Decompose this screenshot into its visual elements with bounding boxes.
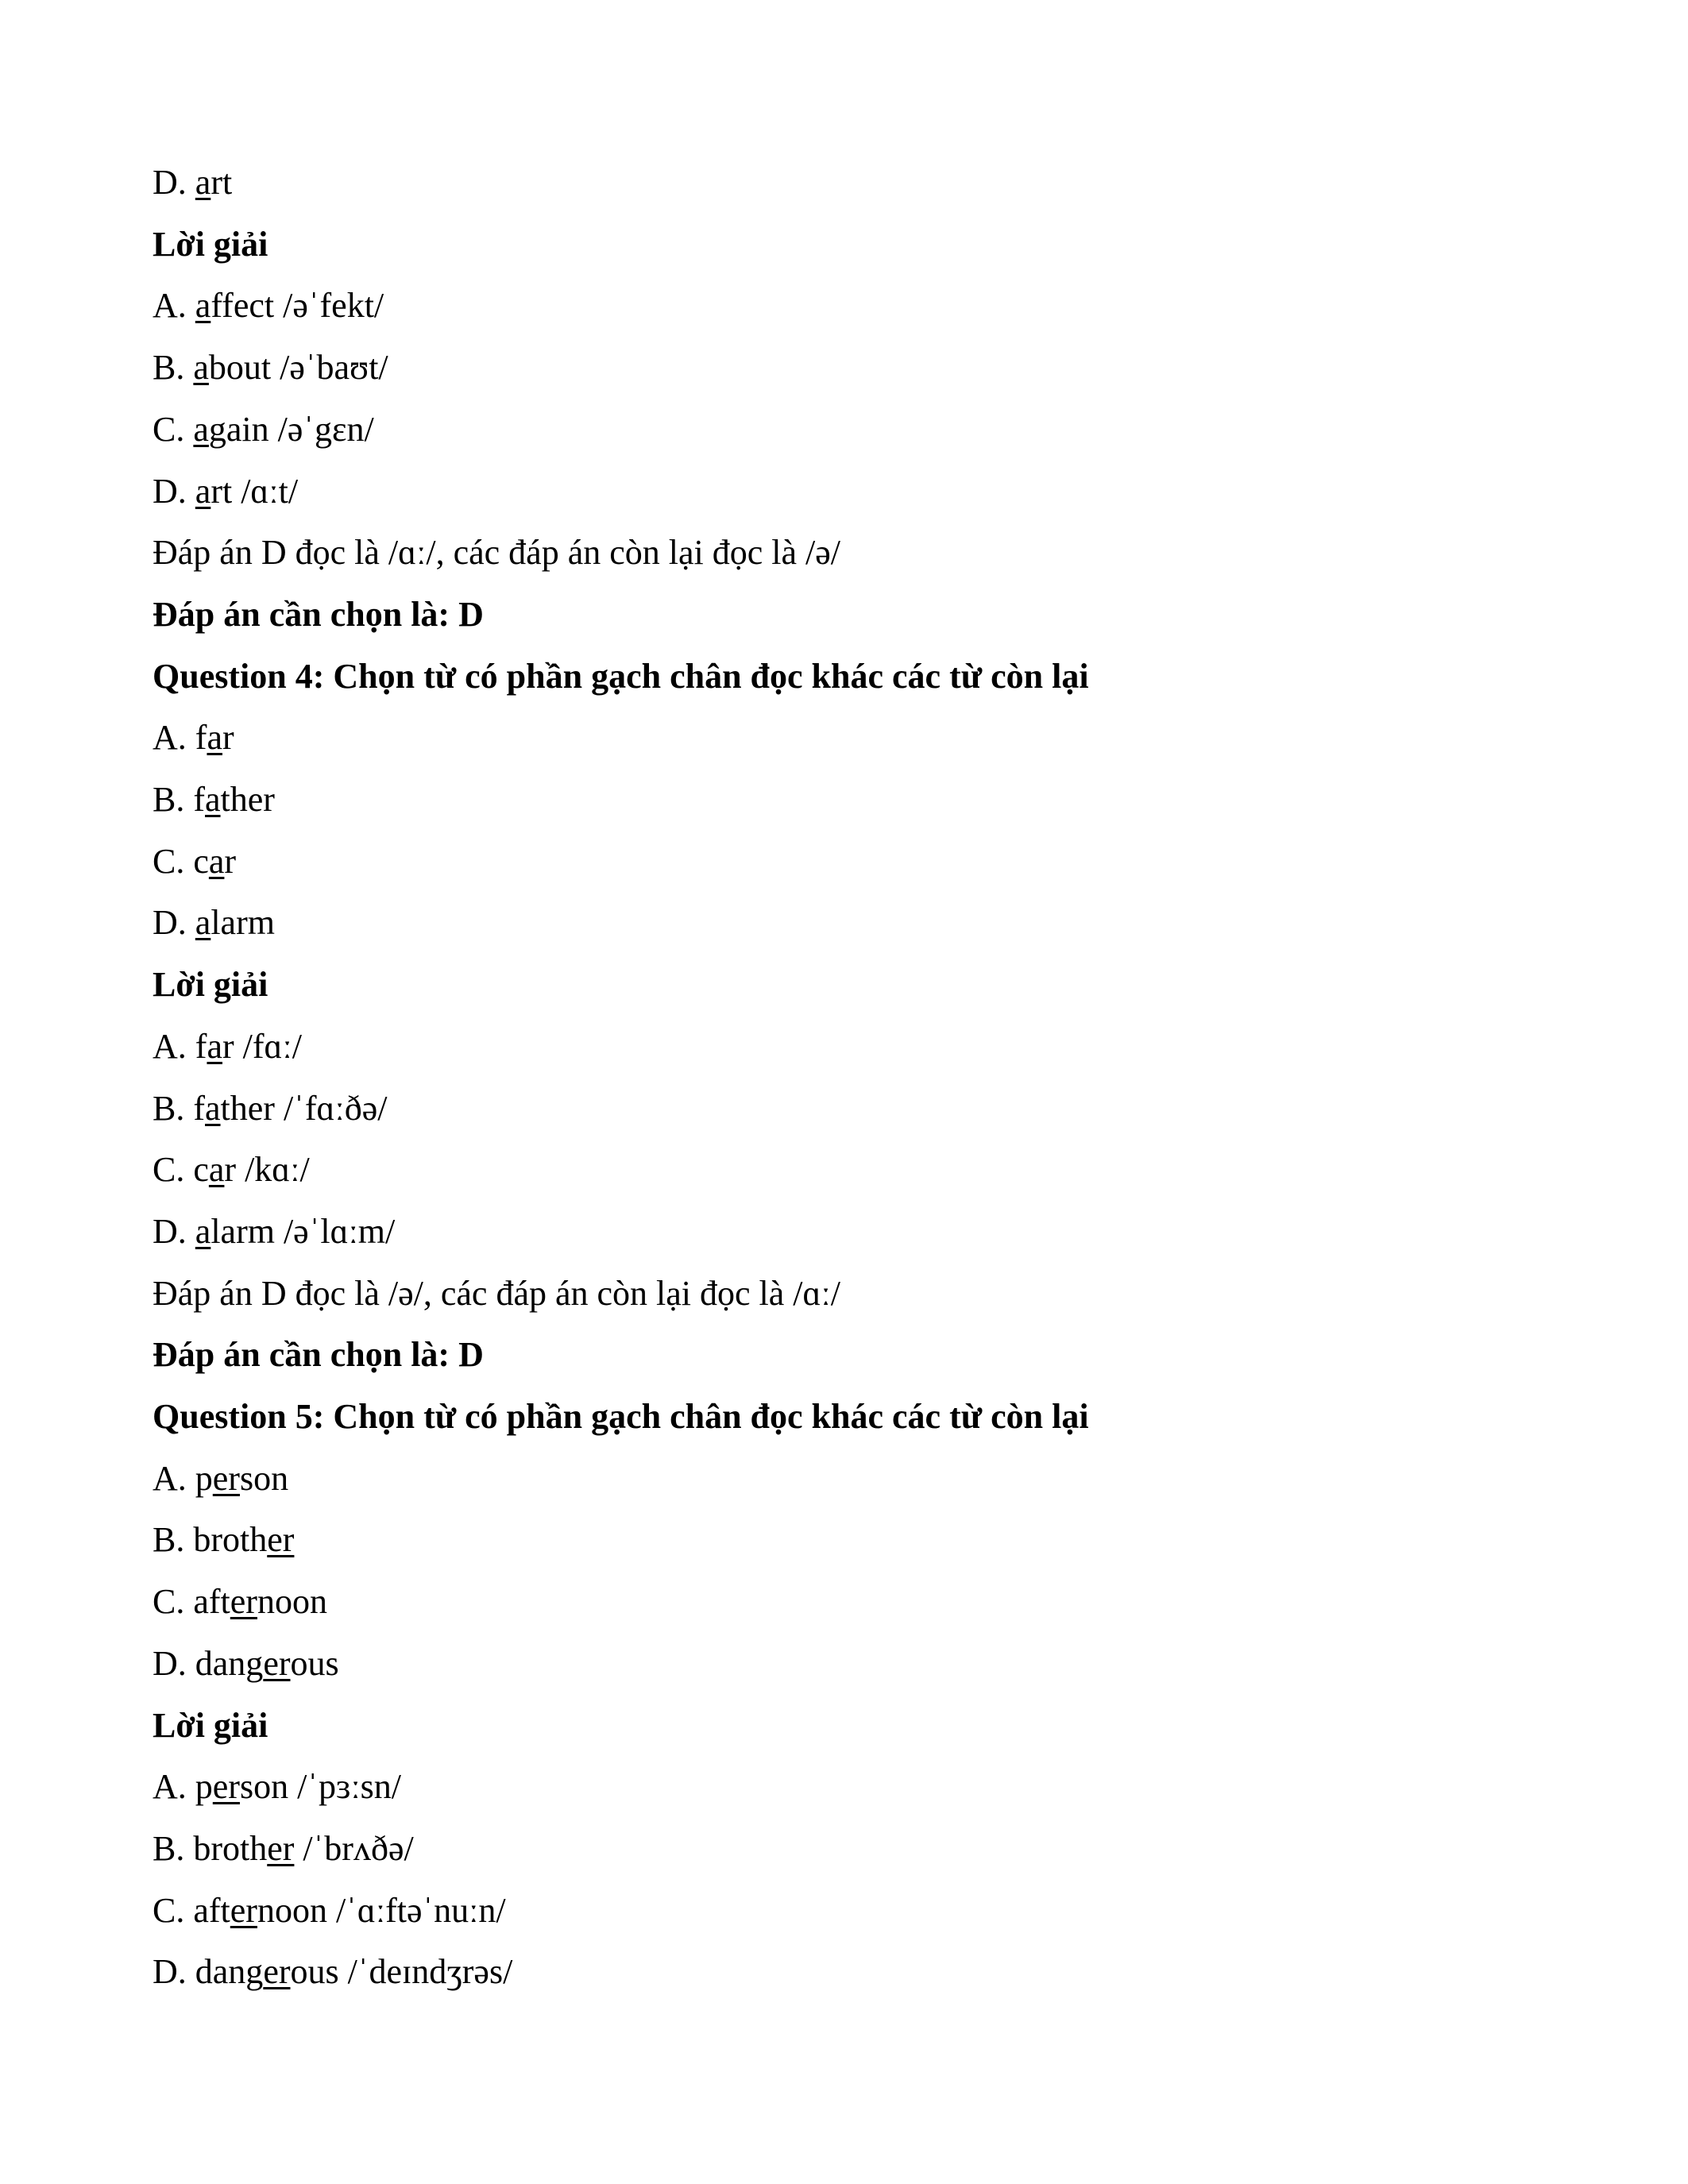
text-run: B. broth bbox=[153, 1520, 268, 1560]
option-line bbox=[153, 1448, 1582, 1510]
underlined-letters: a bbox=[193, 348, 209, 388]
underlined-letters: er bbox=[267, 1828, 295, 1868]
option-line bbox=[153, 152, 1582, 214]
underlined-letters: a bbox=[195, 471, 211, 511]
underlined-letters: er bbox=[263, 1643, 291, 1683]
text-run: Đáp án D đọc là /ɑː/, các đáp án còn lại đọc là /ə/ bbox=[153, 533, 840, 573]
text-run: Question 4: Chọn từ có phần gạch chân đọc khác các từ còn lại bbox=[153, 656, 1089, 696]
answer-line bbox=[153, 584, 1582, 646]
underlined-letters: er bbox=[267, 1520, 295, 1560]
document-lines bbox=[153, 152, 1582, 2003]
text-run: son /ˈpɜːsn/ bbox=[239, 1767, 402, 1807]
explanation-line bbox=[153, 461, 1582, 523]
option-line bbox=[153, 707, 1582, 769]
text-run: Lời giải bbox=[153, 1705, 268, 1745]
underlined-letters: a bbox=[207, 1026, 222, 1066]
text-run: D. bbox=[153, 163, 195, 202]
text-run: B. broth bbox=[153, 1828, 268, 1868]
solution-heading bbox=[153, 1695, 1582, 1757]
underlined-letters: a bbox=[195, 163, 211, 202]
underlined-letters: a bbox=[207, 718, 222, 758]
text-run: rt bbox=[211, 163, 233, 202]
text-run: rt /ɑːt/ bbox=[211, 471, 299, 511]
explanation-line bbox=[153, 1016, 1582, 1078]
text-run: C. aft bbox=[153, 1582, 230, 1622]
text-run: ous bbox=[290, 1643, 339, 1683]
text-run: B. bbox=[153, 348, 194, 388]
underlined-letters: er bbox=[212, 1458, 240, 1498]
text-run: A. f bbox=[153, 1026, 207, 1066]
explanation-line bbox=[153, 1139, 1582, 1201]
underlined-letters: a bbox=[208, 1150, 225, 1190]
option-line bbox=[153, 892, 1582, 954]
underlined-letters: a bbox=[205, 1088, 221, 1128]
option-line bbox=[153, 831, 1582, 893]
text-run: A. p bbox=[153, 1767, 213, 1807]
text-run: D. bbox=[153, 1211, 195, 1251]
question-heading bbox=[153, 1386, 1582, 1448]
text-run: noon bbox=[257, 1582, 327, 1622]
text-run: r /fɑː/ bbox=[222, 1026, 302, 1066]
text-run: gain /əˈgɛn/ bbox=[208, 409, 374, 449]
option-line bbox=[153, 1633, 1582, 1695]
text-run: son bbox=[239, 1458, 289, 1498]
option-line bbox=[153, 1571, 1582, 1633]
text-run: larm bbox=[211, 903, 275, 943]
text-run: ther /ˈfɑːðə/ bbox=[220, 1088, 388, 1128]
solution-heading bbox=[153, 954, 1582, 1016]
text-run: A. bbox=[153, 286, 195, 326]
underlined-letters: a bbox=[195, 903, 211, 943]
explanation-line bbox=[153, 1201, 1582, 1263]
question-heading bbox=[153, 646, 1582, 708]
underlined-letters: er bbox=[212, 1767, 240, 1807]
text-run: C. c bbox=[153, 1150, 209, 1190]
underlined-letters: er bbox=[263, 1952, 291, 1992]
text-run: r bbox=[224, 841, 237, 881]
text-run: D. bbox=[153, 471, 195, 511]
text-run: B. f bbox=[153, 1088, 205, 1128]
explanation-line bbox=[153, 1263, 1582, 1325]
answer-line bbox=[153, 1324, 1582, 1386]
underlined-letters: er bbox=[230, 1890, 257, 1930]
text-run: r bbox=[222, 718, 234, 758]
explanation-line bbox=[153, 275, 1582, 337]
text-run: Lời giải bbox=[153, 965, 268, 1005]
text-run: Lời giải bbox=[153, 224, 268, 264]
text-run: noon /ˈɑːftəˈnuːn/ bbox=[257, 1890, 506, 1930]
explanation-line bbox=[153, 1818, 1582, 1880]
explanation-line bbox=[153, 1756, 1582, 1818]
text-run: larm /əˈlɑːm/ bbox=[211, 1211, 396, 1251]
explanation-line bbox=[153, 1880, 1582, 1942]
text-run: C. c bbox=[153, 841, 209, 881]
explanation-line bbox=[153, 522, 1582, 584]
explanation-line bbox=[153, 399, 1582, 461]
text-run: Question 5: Chọn từ có phần gạch chân đọc khác các từ còn lại bbox=[153, 1397, 1089, 1437]
option-line bbox=[153, 1509, 1582, 1571]
text-run: C. bbox=[153, 409, 194, 449]
text-run: Đáp án D đọc là /ə/, các đáp án còn lại đọc là /ɑː/ bbox=[153, 1273, 840, 1313]
text-run: ffect /əˈfekt/ bbox=[211, 286, 384, 326]
underlined-letters: a bbox=[195, 1211, 211, 1251]
explanation-line bbox=[153, 337, 1582, 399]
underlined-letters: er bbox=[230, 1582, 257, 1622]
underlined-letters: a bbox=[208, 841, 225, 881]
underlined-letters: a bbox=[205, 780, 221, 820]
explanation-line bbox=[153, 1078, 1582, 1140]
text-run: A. f bbox=[153, 718, 207, 758]
option-line bbox=[153, 769, 1582, 831]
text-run: bout /əˈbaʊt/ bbox=[208, 348, 388, 388]
text-run: /ˈbrʌðə/ bbox=[294, 1828, 414, 1868]
text-run: r /kɑː/ bbox=[224, 1150, 310, 1190]
underlined-letters: a bbox=[193, 409, 209, 449]
solution-heading bbox=[153, 214, 1582, 276]
text-run: D. bbox=[153, 903, 195, 943]
text-run: D. dang bbox=[153, 1643, 264, 1683]
text-run: B. f bbox=[153, 780, 205, 820]
text-run: Đáp án cần chọn là: D bbox=[153, 1335, 484, 1375]
text-run: ous /ˈdeɪndʒrəs/ bbox=[290, 1952, 513, 1992]
underlined-letters: a bbox=[195, 286, 211, 326]
text-run: D. dang bbox=[153, 1952, 264, 1992]
explanation-line bbox=[153, 1941, 1582, 2003]
text-run: A. p bbox=[153, 1458, 213, 1498]
text-run: ther bbox=[220, 780, 275, 820]
text-run: Đáp án cần chọn là: D bbox=[153, 594, 484, 634]
text-run: C. aft bbox=[153, 1890, 230, 1930]
